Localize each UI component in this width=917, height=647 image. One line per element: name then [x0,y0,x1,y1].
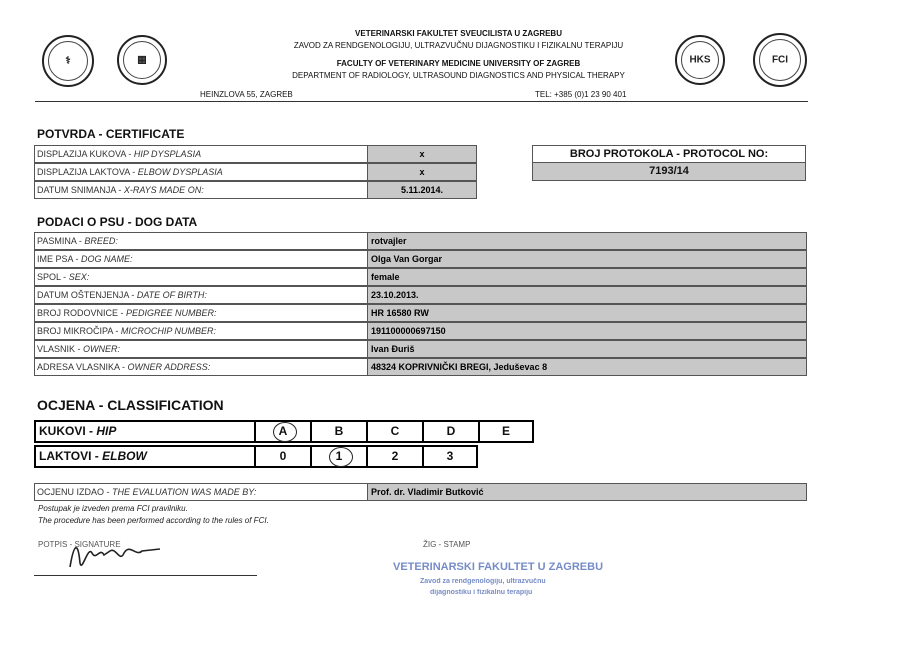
cert-row-label-en: ELBOW DYSPLASIA [137,167,223,177]
dog-row-value: 191100000697150 [367,322,807,340]
header-line-3: FACULTY OF VETERINARY MEDICINE UNIVERSITY OF ZAGREB [336,59,581,68]
dog-row-breed [34,232,807,250]
cert-row-value: x [367,163,477,181]
evaluation-label: OCJENU IZDAO - [37,487,113,497]
hip-grade-cell [478,420,534,443]
hip-grade-cell [366,420,422,443]
cert-row-label: DISPLAZIJA KUKOVA - [37,149,134,159]
hip-grade-d: D [446,424,456,438]
stamp-line-1: VETERINARSKI FAKULTET U ZAGREBU [393,561,604,573]
cert-row-value: x [367,145,477,163]
dog-row-value: rotvajler [367,232,807,250]
hks-logo: HKS [675,35,725,85]
dog-row-value: 48324 KOPRIVNIČKI BREGI, Jeduševac 8 [367,358,807,376]
dog-row-label-en: DOG NAME: [81,254,133,264]
dog-row-name [34,250,807,268]
hip-grade-row [34,420,534,443]
elbow-grade-cell [366,445,422,468]
protocol-label: BROJ PROTOKOLA - PROTOCOL NO: [532,145,806,163]
certificate-title: POTVRDA - CERTIFICATE [37,127,185,141]
cert-row-label: DISPLAZIJA LAKTOVA - [37,167,138,177]
cert-row-label-en: HIP DYSPLASIA [133,149,202,159]
evaluation-value: Prof. dr. Vladimir Butković [367,483,807,501]
dog-row-value: HR 16580 RW [367,304,807,322]
dog-row-label-en: OWNER ADDRESS: [127,362,211,372]
cert-row-elbow [34,163,477,181]
elbow-grade-1: 1 [335,449,343,463]
stamp-line-3: dijagnostiku i fizikalnu terapiju [430,589,533,596]
hip-grade-cell [310,420,366,443]
dog-row-owner [34,340,807,358]
dog-row-label: SPOL - [37,272,69,282]
header-line-2: ZAVOD ZA RENDGENOLOGIJU, ULTRAZVUČNU DIJAGNOSTIKU I FIZIKALNU TERAPIJU [293,41,624,50]
selected-grade-circle [329,447,353,467]
stamp-label: ŽIG - STAMP [423,540,471,549]
header-line-4: DEPARTMENT OF RADIOLOGY, ULTRASOUND DIAGNOSTICS AND PHYSICAL THERAPY [292,71,625,80]
signature-label: POTPIS - SIGNATURE [38,540,121,549]
dog-data-title: PODACI O PSU - DOG DATA [37,215,198,229]
dog-row-value: female [367,268,807,286]
dog-row-label-en: MICROCHIP NUMBER: [120,326,217,336]
procedure-note-hr: Postupak je izveden prema FCI pravilniku. [38,504,188,513]
dog-row-sex [34,268,807,286]
cert-row-value: 5.11.2014. [367,181,477,199]
stamp-line-2: Zavod za rendgenologiju, ultrazvučnu [420,578,546,585]
hip-grade-cell [422,420,478,443]
elbow-label: LAKTOVI - [39,449,103,463]
cert-row-label-en: X-RAYS MADE ON: [123,185,204,195]
header-phone: TEL: +385 (0)1 23 90 401 [535,90,627,99]
hip-grade-cell [254,420,310,443]
dog-row-label: BROJ RODOVNICE - [37,308,127,318]
header-divider [35,101,808,102]
protocol-value: 7193/14 [532,163,806,181]
dog-row-pedigree [34,304,807,322]
faculty-logo-left: ⚕ [42,35,94,87]
elbow-label-en: ELBOW [102,449,147,463]
selected-grade-circle [273,422,297,442]
dog-row-label: IME PSA - [37,254,82,264]
elbow-grade-cell [310,445,366,468]
dog-row-label-en: OWNER: [83,344,121,354]
header-line-1: VETERINARSKI FAKULTET SVEUCILISTA U ZAGREBU [355,29,562,38]
classification-title: OCJENA - CLASSIFICATION [37,397,224,413]
header-address: HEINZLOVA 55, ZAGREB [200,90,293,99]
hip-grade-c: C [390,424,400,438]
dog-row-birth [34,286,807,304]
dog-row-label-en: BREED: [84,236,118,246]
dog-row-label-en: SEX: [68,272,90,282]
dog-row-label: VLASNIK - [37,344,84,354]
university-seal-logo: ▦ [117,35,167,85]
dog-row-address [34,358,807,376]
elbow-grade-cell [422,445,478,468]
dog-row-value: Olga Van Gorgar [367,250,807,268]
dog-row-label: PASMINA - [37,236,85,246]
cert-row-label: DATUM SNIMANJA - [37,185,124,195]
dog-row-label: DATUM OŠTENJENJA - [37,290,137,300]
elbow-grade-cell [254,445,310,468]
hip-grade-e: E [501,424,510,438]
dog-row-value: Ivan Đuriš [367,340,807,358]
evaluation-row [34,483,807,501]
dog-row-label-en: PEDIGREE NUMBER: [126,308,217,318]
dog-row-label-en: DATE OF BIRTH: [136,290,207,300]
evaluation-label-en: THE EVALUATION WAS MADE BY: [112,487,257,497]
elbow-grade-2: 2 [391,449,399,463]
elbow-grade-0: 0 [279,449,287,463]
fci-logo: FCI [753,33,807,87]
signature-scribble [60,533,170,575]
hip-grade-b: B [334,424,344,438]
dog-row-label: BROJ MIKROČIPA - [37,326,121,336]
hip-grade-a: A [278,424,288,438]
elbow-grade-3: 3 [446,449,454,463]
procedure-note-en: The procedure has been performed according to the rules of FCI. [38,516,269,525]
dog-row-label: ADRESA VLASNIKA - [37,362,128,372]
cert-row-date [34,181,477,199]
elbow-grade-row [34,445,478,468]
hip-label-en: HIP [96,424,117,438]
cert-row-hip [34,145,477,163]
hip-label: KUKOVI - [39,424,97,438]
dog-row-microchip [34,322,807,340]
signature-line [34,575,257,576]
dog-row-value: 23.10.2013. [367,286,807,304]
